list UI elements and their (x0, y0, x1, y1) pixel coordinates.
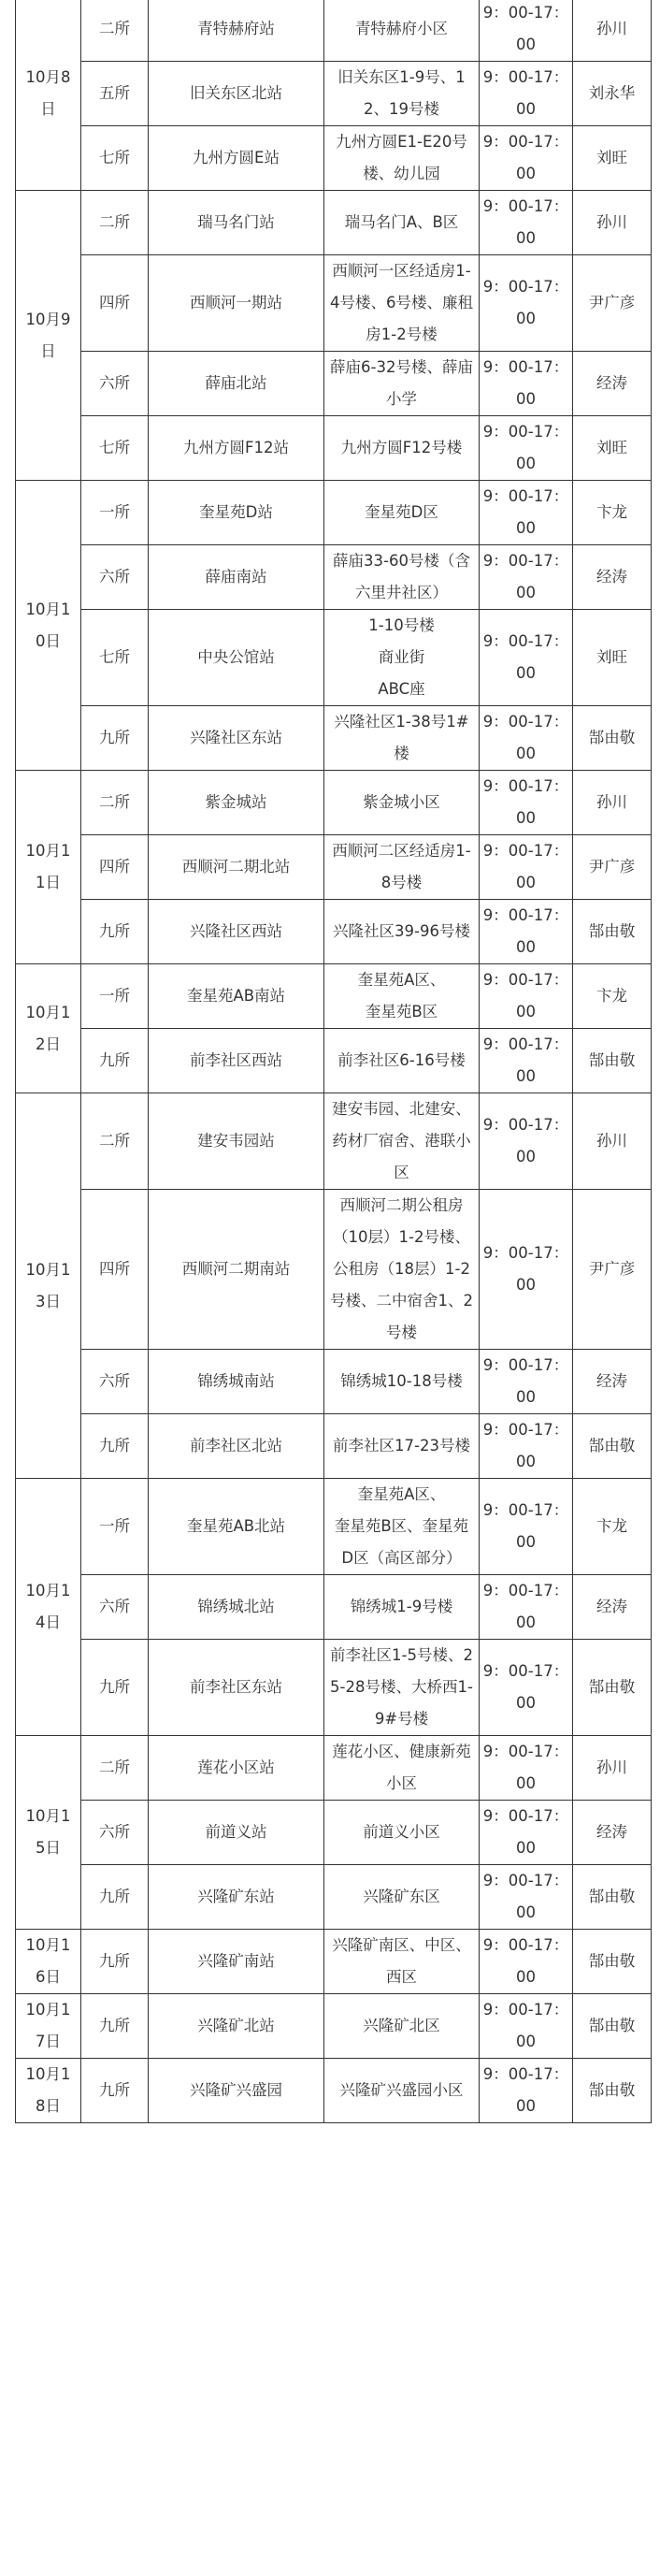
station-cell: 薛庙北站 (149, 352, 324, 416)
station-cell: 兴隆矿东站 (149, 1865, 324, 1930)
station-cell: 西顺河二期南站 (149, 1190, 324, 1350)
station-cell: 兴隆社区西站 (149, 900, 324, 964)
unit-cell: 六所 (81, 545, 149, 610)
station-cell: 旧关东区北站 (149, 62, 324, 126)
area-cell: 莲花小区、健康新苑小区 (324, 1736, 480, 1801)
person-cell: 郜由敬 (573, 1029, 652, 1093)
station-cell: 锦绣城北站 (149, 1575, 324, 1640)
time-cell: 9：00-17：00 (480, 1994, 573, 2059)
time-cell: 9：00-17：00 (480, 900, 573, 964)
table-row (16, 706, 652, 771)
time-cell: 9：00-17：00 (480, 416, 573, 481)
time-cell: 9：00-17：00 (480, 191, 573, 255)
station-cell: 莲花小区站 (149, 1736, 324, 1801)
table-row (16, 1575, 652, 1640)
table-row (16, 1479, 652, 1575)
area-cell: 1-10号楼 商业街 ABC座 (324, 610, 480, 706)
station-cell: 前李社区东站 (149, 1640, 324, 1736)
unit-cell: 四所 (81, 835, 149, 900)
unit-cell: 九所 (81, 1640, 149, 1736)
person-cell: 尹广彦 (573, 835, 652, 900)
station-cell: 西顺河一期站 (149, 255, 324, 352)
time-cell: 9：00-17：00 (480, 964, 573, 1029)
person-cell: 孙川 (573, 1093, 652, 1190)
time-cell: 9：00-17：00 (480, 610, 573, 706)
unit-cell: 一所 (81, 481, 149, 545)
unit-cell: 六所 (81, 352, 149, 416)
area-cell: 兴隆矿兴盛园小区 (324, 2059, 480, 2123)
time-cell: 9：00-17：00 (480, 706, 573, 771)
station-cell: 青特赫府站 (149, 0, 324, 62)
unit-cell: 九所 (81, 706, 149, 771)
unit-cell: 五所 (81, 62, 149, 126)
date-cell: 10月12日 (16, 964, 81, 1093)
person-cell: 郜由敬 (573, 2059, 652, 2123)
station-cell: 九州方圆F12站 (149, 416, 324, 481)
time-cell: 9：00-17：00 (480, 1350, 573, 1414)
unit-cell: 七所 (81, 126, 149, 191)
unit-cell: 七所 (81, 416, 149, 481)
area-cell: 西顺河二区经适房1-8号楼 (324, 835, 480, 900)
station-cell: 奎星苑D站 (149, 481, 324, 545)
table-row (16, 255, 652, 352)
station-cell: 兴隆矿兴盛园 (149, 2059, 324, 2123)
station-cell: 奎星苑AB南站 (149, 964, 324, 1029)
area-cell: 兴隆社区39-96号楼 (324, 900, 480, 964)
area-cell: 瑞马名门A、B区 (324, 191, 480, 255)
table-row (16, 771, 652, 835)
table-row (16, 2059, 652, 2123)
person-cell: 郜由敬 (573, 1994, 652, 2059)
person-cell: 郜由敬 (573, 1865, 652, 1930)
area-cell: 兴隆矿南区、中区、西区 (324, 1930, 480, 1994)
table-row (16, 0, 652, 62)
area-cell: 兴隆矿东区 (324, 1865, 480, 1930)
time-cell: 9：00-17：00 (480, 1575, 573, 1640)
station-cell: 前李社区北站 (149, 1414, 324, 1479)
table-row (16, 416, 652, 481)
area-cell: 西顺河一区经适房1-4号楼、6号楼、廉租房1-2号楼 (324, 255, 480, 352)
person-cell: 经涛 (573, 352, 652, 416)
table-row (16, 964, 652, 1029)
person-cell: 尹广彦 (573, 1190, 652, 1350)
time-cell: 9：00-17：00 (480, 545, 573, 610)
person-cell: 刘旺 (573, 416, 652, 481)
table-row (16, 62, 652, 126)
area-cell: 兴隆社区1-38号1#楼 (324, 706, 480, 771)
station-cell: 紫金城站 (149, 771, 324, 835)
time-cell: 9：00-17：00 (480, 1736, 573, 1801)
person-cell: 孙川 (573, 191, 652, 255)
station-cell: 兴隆矿南站 (149, 1930, 324, 1994)
person-cell: 郜由敬 (573, 706, 652, 771)
unit-cell: 九所 (81, 1930, 149, 1994)
person-cell: 经涛 (573, 1801, 652, 1865)
time-cell: 9：00-17：00 (480, 1801, 573, 1865)
unit-cell: 九所 (81, 900, 149, 964)
area-cell: 兴隆矿北区 (324, 1994, 480, 2059)
table-row (16, 835, 652, 900)
area-cell: 奎星苑D区 (324, 481, 480, 545)
time-cell: 9：00-17：00 (480, 1093, 573, 1190)
time-cell: 9：00-17：00 (480, 1865, 573, 1930)
person-cell: 孙川 (573, 771, 652, 835)
time-cell: 9：00-17：00 (480, 2059, 573, 2123)
table-row (16, 1414, 652, 1479)
date-cell: 10月8日 (16, 0, 81, 191)
person-cell: 郜由敬 (573, 1414, 652, 1479)
area-cell: 薛庙33-60号楼（含六里井社区） (324, 545, 480, 610)
area-cell: 锦绣城10-18号楼 (324, 1350, 480, 1414)
table-row (16, 1736, 652, 1801)
person-cell: 孙川 (573, 1736, 652, 1801)
unit-cell: 四所 (81, 255, 149, 352)
table-row (16, 610, 652, 706)
time-cell: 9：00-17：00 (480, 352, 573, 416)
date-cell: 10月14日 (16, 1479, 81, 1736)
area-cell: 九州方圆F12号楼 (324, 416, 480, 481)
person-cell: 刘永华 (573, 62, 652, 126)
area-cell: 前李社区6-16号楼 (324, 1029, 480, 1093)
unit-cell: 九所 (81, 1865, 149, 1930)
table-row (16, 1350, 652, 1414)
area-cell: 锦绣城1-9号楼 (324, 1575, 480, 1640)
table-row (16, 1029, 652, 1093)
date-cell: 10月11日 (16, 771, 81, 964)
table-row (16, 126, 652, 191)
table-row (16, 1190, 652, 1350)
station-cell: 锦绣城南站 (149, 1350, 324, 1414)
unit-cell: 一所 (81, 1479, 149, 1575)
time-cell: 9：00-17：00 (480, 481, 573, 545)
date-cell: 10月16日 (16, 1930, 81, 1994)
unit-cell: 九所 (81, 1029, 149, 1093)
table-row (16, 1930, 652, 1994)
time-cell: 9：00-17：00 (480, 835, 573, 900)
unit-cell: 七所 (81, 610, 149, 706)
date-cell: 10月9日 (16, 191, 81, 481)
schedule-table-body (16, 0, 652, 2123)
station-cell: 建安韦园站 (149, 1093, 324, 1190)
person-cell: 卞龙 (573, 964, 652, 1029)
station-cell: 兴隆矿北站 (149, 1994, 324, 2059)
table-row (16, 1640, 652, 1736)
date-cell: 10月18日 (16, 2059, 81, 2123)
time-cell: 9：00-17：00 (480, 1640, 573, 1736)
area-cell: 薛庙6-32号楼、薛庙小学 (324, 352, 480, 416)
unit-cell: 一所 (81, 964, 149, 1029)
table-row (16, 900, 652, 964)
unit-cell: 九所 (81, 2059, 149, 2123)
person-cell: 郜由敬 (573, 1640, 652, 1736)
area-cell: 前李社区1-5号楼、25-28号楼、大桥西1-9#号楼 (324, 1640, 480, 1736)
time-cell: 9：00-17：00 (480, 126, 573, 191)
area-cell: 奎星苑A区、 奎星苑B区 (324, 964, 480, 1029)
table-row (16, 191, 652, 255)
station-cell: 薛庙南站 (149, 545, 324, 610)
table-row (16, 352, 652, 416)
date-cell: 10月17日 (16, 1994, 81, 2059)
table-row (16, 1994, 652, 2059)
station-cell: 九州方圆E站 (149, 126, 324, 191)
table-row (16, 545, 652, 610)
area-cell: 九州方圆E1-E20号楼、幼儿园 (324, 126, 480, 191)
unit-cell: 六所 (81, 1350, 149, 1414)
unit-cell: 二所 (81, 771, 149, 835)
area-cell: 西顺河二期公租房（10层）1-2号楼、公租房（18层）1-2号楼、二中宿舍1、2号楼 (324, 1190, 480, 1350)
time-cell: 9：00-17：00 (480, 771, 573, 835)
date-cell: 10月15日 (16, 1736, 81, 1930)
unit-cell: 二所 (81, 1093, 149, 1190)
unit-cell: 九所 (81, 1414, 149, 1479)
unit-cell: 四所 (81, 1190, 149, 1350)
station-cell: 中央公馆站 (149, 610, 324, 706)
time-cell: 9：00-17：00 (480, 1479, 573, 1575)
person-cell: 卞龙 (573, 1479, 652, 1575)
person-cell: 郜由敬 (573, 1930, 652, 1994)
table-row (16, 481, 652, 545)
person-cell: 经涛 (573, 1350, 652, 1414)
unit-cell: 六所 (81, 1575, 149, 1640)
table-row (16, 1865, 652, 1930)
station-cell: 前道义站 (149, 1801, 324, 1865)
area-cell: 建安韦园、北建安、药材厂宿舍、港联小区 (324, 1093, 480, 1190)
station-cell: 西顺河二期北站 (149, 835, 324, 900)
time-cell: 9：00-17：00 (480, 255, 573, 352)
table-row (16, 1801, 652, 1865)
time-cell: 9：00-17：00 (480, 1930, 573, 1994)
time-cell: 9：00-17：00 (480, 1190, 573, 1350)
person-cell: 刘旺 (573, 126, 652, 191)
area-cell: 旧关东区1-9号、12、19号楼 (324, 62, 480, 126)
time-cell: 9：00-17：00 (480, 62, 573, 126)
date-cell: 10月13日 (16, 1093, 81, 1479)
area-cell: 前李社区17-23号楼 (324, 1414, 480, 1479)
station-cell: 瑞马名门站 (149, 191, 324, 255)
area-cell: 奎星苑A区、 奎星苑B区、奎星苑D区（高区部分） (324, 1479, 480, 1575)
time-cell: 9：00-17：00 (480, 1029, 573, 1093)
person-cell: 卞龙 (573, 481, 652, 545)
unit-cell: 九所 (81, 1994, 149, 2059)
person-cell: 刘旺 (573, 610, 652, 706)
time-cell: 9：00-17：00 (480, 0, 573, 62)
table-row (16, 1093, 652, 1190)
person-cell: 尹广彦 (573, 255, 652, 352)
person-cell: 经涛 (573, 1575, 652, 1640)
unit-cell: 六所 (81, 1801, 149, 1865)
unit-cell: 二所 (81, 0, 149, 62)
person-cell: 郜由敬 (573, 900, 652, 964)
date-cell: 10月10日 (16, 481, 81, 771)
schedule-table (15, 0, 652, 2123)
time-cell: 9：00-17：00 (480, 1414, 573, 1479)
person-cell: 孙川 (573, 0, 652, 62)
area-cell: 前道义小区 (324, 1801, 480, 1865)
area-cell: 青特赫府小区 (324, 0, 480, 62)
unit-cell: 二所 (81, 1736, 149, 1801)
area-cell: 紫金城小区 (324, 771, 480, 835)
unit-cell: 二所 (81, 191, 149, 255)
station-cell: 奎星苑AB北站 (149, 1479, 324, 1575)
station-cell: 兴隆社区东站 (149, 706, 324, 771)
station-cell: 前李社区西站 (149, 1029, 324, 1093)
person-cell: 经涛 (573, 545, 652, 610)
